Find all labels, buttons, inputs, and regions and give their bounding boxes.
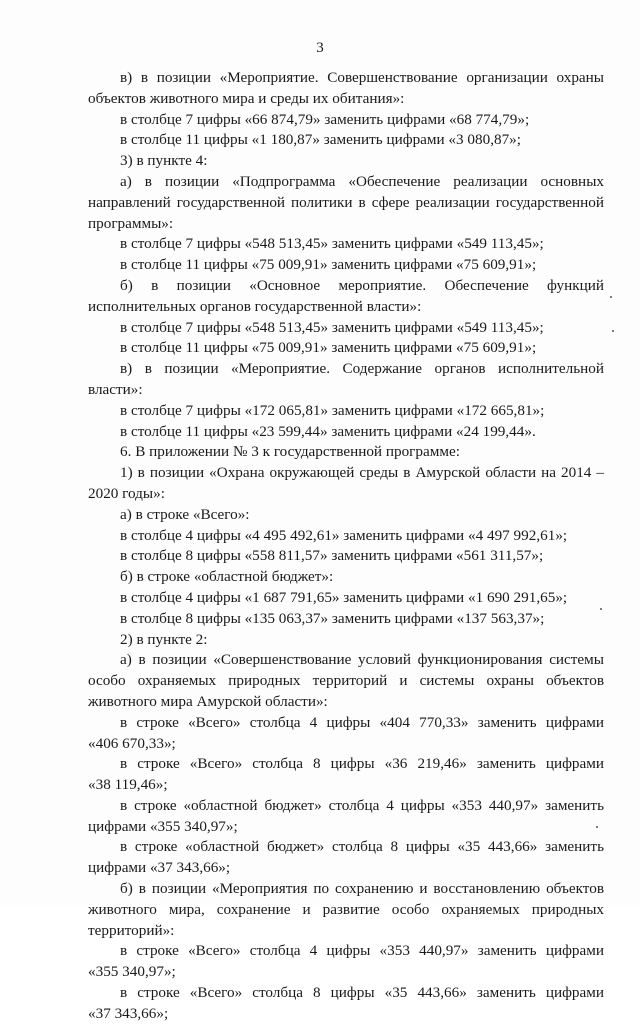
text-line: направлений государственной политики в сфере реализации государственной	[88, 193, 604, 211]
text-line: в столбце 8 цифры «558 811,57» заменить цифрами «561 311,57»;	[120, 547, 544, 565]
text-line: исполнительных органов государственной власти»:	[88, 297, 422, 315]
text-line: в столбце 11 цифры «23 599,44» заменить цифрами «24 199,44».	[120, 422, 536, 440]
text-line: в) в позиции «Мероприятие. Содержание органов исполнительной	[120, 360, 604, 378]
text-line: программы»:	[88, 214, 174, 232]
text-line: б) в позиции «Мероприятия по сохранению и восстановлению объектов	[120, 880, 604, 898]
page-number: 3	[316, 40, 324, 56]
text-line: объектов животного мира и среды их обитания»:	[88, 89, 405, 107]
scan-speck	[610, 296, 612, 298]
text-line: территорий»:	[88, 921, 175, 939]
text-line: 3) в пункте 4:	[120, 152, 208, 170]
text-line: в столбце 11 цифры «75 009,91» заменить цифрами «75 609,91»;	[120, 256, 537, 274]
text-line: в строке «областной бюджет» столбца 4 цифры «353 440,97» заменить	[120, 796, 604, 814]
text-line: в строке «Всего» столбца 4 цифры «404 770,33» заменить цифрами	[120, 713, 604, 731]
text-line: цифрами «37 343,66»;	[88, 859, 231, 877]
text-line: б) в строке «областной бюджет»:	[120, 568, 334, 586]
text-line: власти»:	[88, 380, 143, 398]
text-line: в строке «Всего» столбца 8 цифры «36 219,46» заменить цифрами	[120, 755, 604, 773]
text-line: «37 343,66»;	[88, 1004, 169, 1022]
text-line: особо охраняемых природных территорий и системы охраны объектов	[88, 672, 604, 690]
text-line: 2) в пункте 2:	[120, 630, 208, 648]
text-line: «38 119,46»;	[88, 776, 168, 794]
text-line: в строке «областной бюджет» столбца 8 цифры «35 443,66» заменить	[120, 838, 604, 856]
scan-speck	[596, 826, 598, 828]
text-line: а) в позиции «Совершенствование условий функционирования системы	[120, 651, 604, 669]
scan-speck	[600, 608, 602, 610]
text-line: а) в строке «Всего»:	[120, 505, 250, 523]
text-line: в столбце 11 цифры «75 009,91» заменить цифрами «75 609,91»;	[120, 339, 537, 357]
text-line: животного мира, сохранение и развитие особо охраняемых природных	[88, 900, 604, 918]
text-line: 2020 годы»:	[88, 484, 165, 502]
text-line: 6. В приложении № 3 к государственной программе:	[120, 443, 460, 461]
text-line: 1) в позиции «Охрана окружающей среды в Амурской области на 2014 –	[120, 464, 604, 482]
text-line: в столбце 4 цифры «4 495 492,61» заменить цифрами «4 497 992,61»;	[120, 526, 568, 544]
document-body	[88, 68, 604, 1025]
text-line: в столбце 7 цифры «548 513,45» заменить цифрами «549 113,45»;	[120, 318, 544, 336]
text-line: животного мира Амурской области»:	[88, 692, 328, 710]
text-line: в столбце 11 цифры «1 180,87» заменить цифрами «3 080,87»;	[120, 131, 521, 149]
text-line: а) в позиции «Подпрограмма «Обеспечение реализации основных	[120, 172, 604, 190]
text-line: в столбце 7 цифры «172 065,81» заменить цифрами «172 665,81»;	[120, 401, 545, 419]
text-line: в столбце 7 цифры «548 513,45» заменить цифрами «549 113,45»;	[120, 235, 544, 253]
text-line: «355 340,97»;	[88, 963, 176, 981]
text-line: в) в позиции «Мероприятие. Совершенствование организации охраны	[120, 69, 604, 86]
text-line: в строке «Всего» столбца 4 цифры «353 440,97» заменить цифрами	[120, 942, 604, 960]
text-line: цифрами «355 340,97»;	[88, 817, 238, 835]
text-line: «406 670,33»;	[88, 734, 176, 752]
text-line: в столбце 4 цифры «1 687 791,65» заменить цифрами «1 690 291,65»;	[120, 588, 568, 606]
scan-speck	[612, 330, 614, 332]
text-line: б) в позиции «Основное мероприятие. Обеспечение функций	[120, 276, 604, 294]
text-line: в строке «Всего» столбца 8 цифры «35 443,66» заменить цифрами	[120, 984, 604, 1002]
text-line: в столбце 7 цифры «66 874,79» заменить цифрами «68 774,79»;	[120, 110, 530, 128]
text-line: в столбце 8 цифры «135 063,37» заменить цифрами «137 563,37»;	[120, 609, 545, 627]
